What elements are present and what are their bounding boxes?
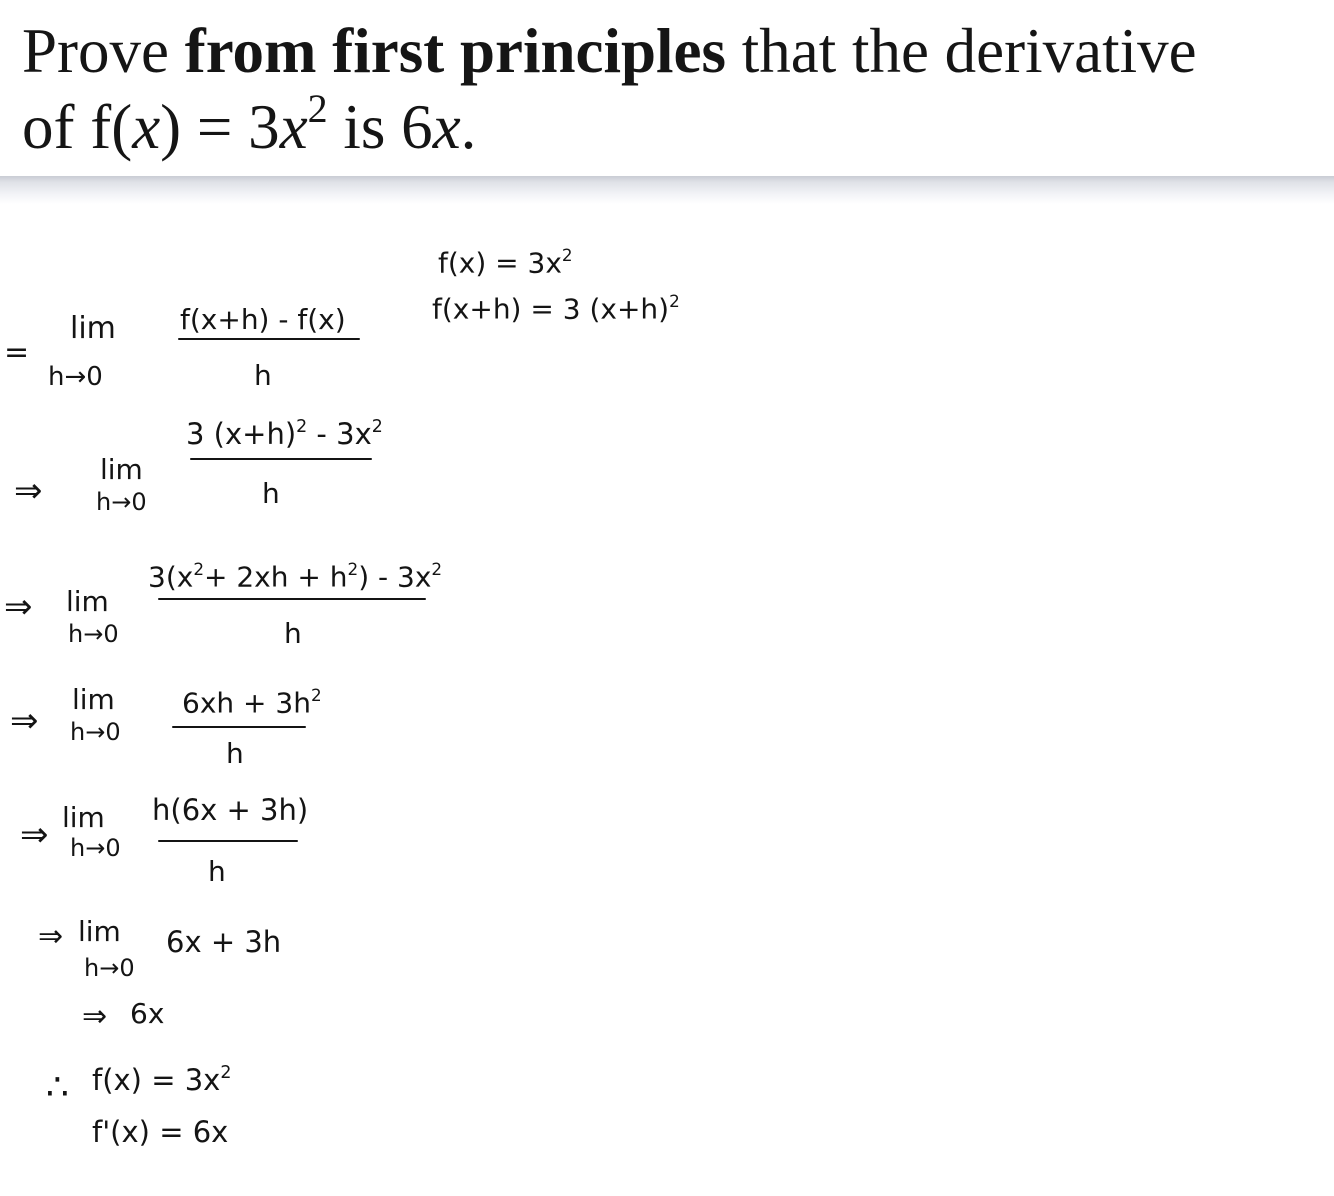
limit-subscript: h→0 xyxy=(96,488,147,516)
question-line-1 xyxy=(22,16,1197,86)
limit-label: lim xyxy=(66,585,109,618)
limit-label: lim xyxy=(70,311,116,346)
limit-subscript: h→0 xyxy=(68,620,119,648)
question-text: of f( xyxy=(22,92,133,162)
side-note-fxh: f(x+h) = 3 $(x+h)^2$ xyxy=(432,291,680,326)
fraction-numerator: $6xh + 3h^2$ xyxy=(182,685,322,720)
fraction-numerator: f(x+h) - f(x) xyxy=(180,303,346,336)
limit-expression: 6x + 3h xyxy=(166,925,282,959)
question-line-2 xyxy=(22,86,477,162)
equals-sign: = xyxy=(4,335,30,370)
conclusion-derivative: f'(x) = 6x xyxy=(92,1115,229,1149)
fraction-denominator: h xyxy=(262,477,280,510)
fraction-denominator: h xyxy=(254,359,272,392)
fraction-numerator: h(6x + 3h) xyxy=(152,793,309,827)
limit-subscript: h→0 xyxy=(48,362,103,392)
limit-subscript: h→0 xyxy=(70,834,121,862)
therefore-symbol: ∴ xyxy=(46,1067,69,1108)
question-text: Prove xyxy=(22,16,185,86)
question-text: that the derivative xyxy=(726,16,1197,86)
implies-arrow: ⇒ xyxy=(82,999,108,1034)
limit-label: lim xyxy=(78,915,121,948)
math-exponent: 2 xyxy=(307,86,328,131)
fraction-bar xyxy=(172,726,306,728)
fraction-bar xyxy=(158,840,298,842)
implies-arrow: ⇒ xyxy=(14,471,43,511)
fraction-bar xyxy=(178,338,360,340)
limit-label: lim xyxy=(72,683,115,716)
question-header xyxy=(0,0,1334,178)
fraction-numerator: 3 $(x+h)^2 - 3x^2$ xyxy=(186,417,383,451)
conclusion-function: $f(x) = 3x^2$ xyxy=(92,1063,232,1097)
question-text: is 6 xyxy=(327,92,433,162)
implies-arrow: ⇒ xyxy=(38,919,64,954)
implies-arrow: ⇒ xyxy=(10,701,39,741)
question-emphasis: from first principles xyxy=(184,16,726,86)
side-note-fx: $f(x) = 3x^2$ xyxy=(438,245,573,280)
limit-label: lim xyxy=(62,801,105,834)
question-text: . xyxy=(460,92,477,162)
implies-arrow: ⇒ xyxy=(4,587,33,627)
limit-subscript: h→0 xyxy=(84,954,135,982)
math-variable: x xyxy=(279,92,308,162)
fraction-denominator: h xyxy=(226,737,244,770)
limit-subscript: h→0 xyxy=(70,718,121,746)
limit-label: lim xyxy=(100,453,143,486)
math-variable: x xyxy=(132,92,161,162)
fraction-bar xyxy=(158,598,426,600)
fraction-numerator: $3(x^2+ 2xh + h^2) - 3x^2$ xyxy=(148,559,443,594)
fraction-denominator: h xyxy=(284,617,302,650)
implies-arrow: ⇒ xyxy=(20,815,49,855)
limit-result: 6x xyxy=(130,997,165,1030)
math-variable: x xyxy=(432,92,461,162)
question-text: ) = 3 xyxy=(160,92,280,162)
fraction-denominator: h xyxy=(208,855,226,888)
fraction-bar xyxy=(190,458,372,460)
header-divider xyxy=(0,176,1334,204)
